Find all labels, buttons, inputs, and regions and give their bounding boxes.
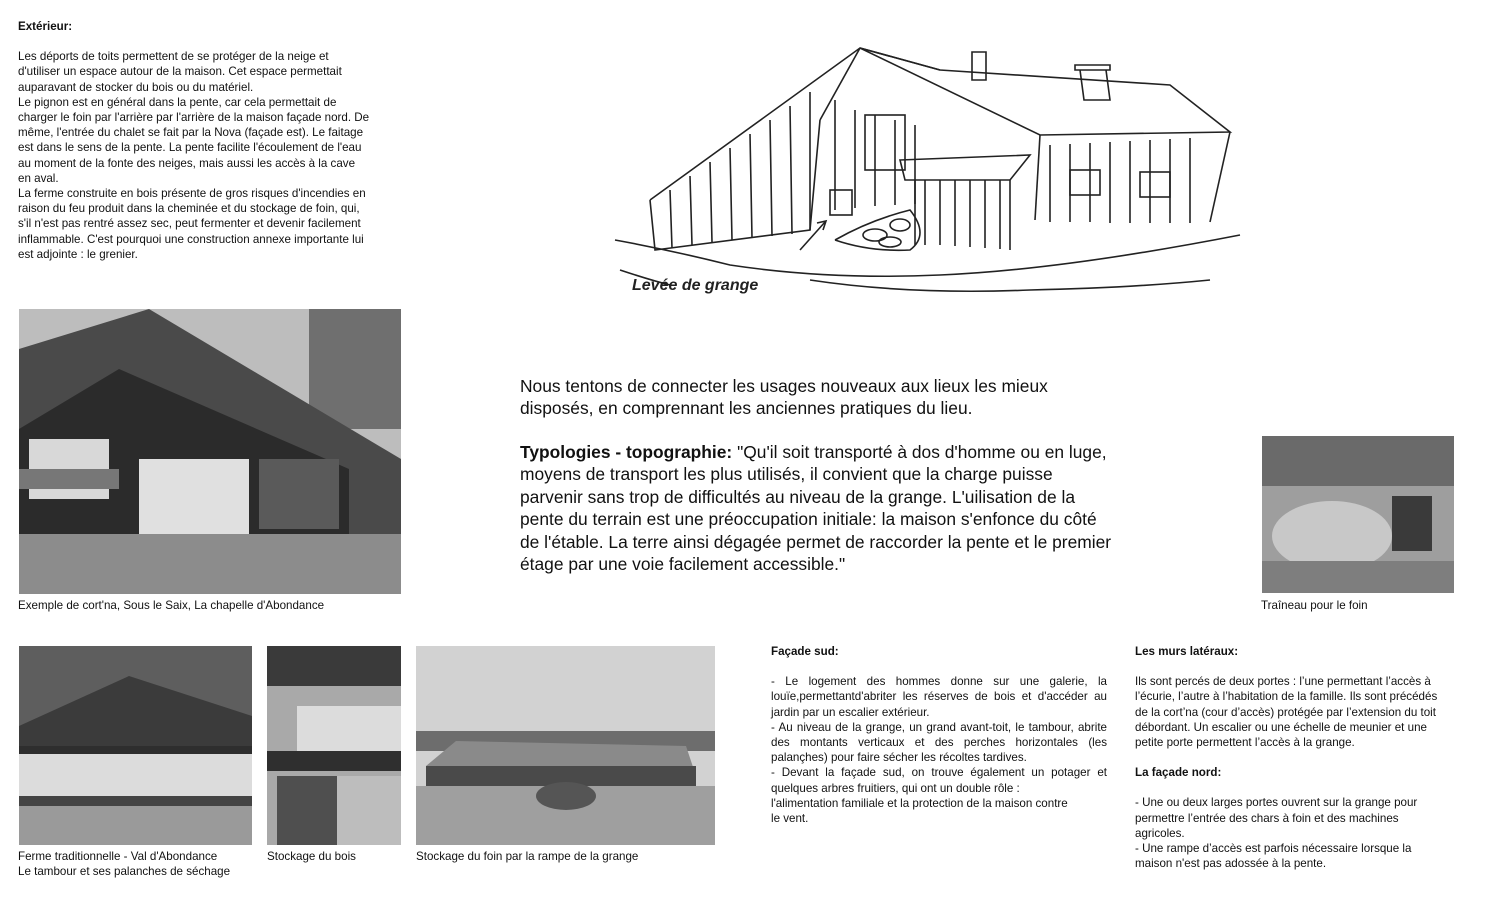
ferme-caption-line: Ferme traditionnelle - Val d'Abondance — [18, 850, 218, 863]
facade-sud-section — [771, 644, 1107, 826]
exterieur-line: inflammable. C'est pourquoi une construction annexe importante lui — [18, 232, 364, 246]
facade-sud-paragraph: - Devant la façade sud, on trouve également un potager et quelques arbres fruitiers, qui ont un double rôle : — [771, 766, 1107, 795]
cortna-photo — [19, 309, 401, 594]
facade-nord-line: permettre l’entrée des chars à foin et des machines — [1135, 811, 1399, 825]
typologies-line: de l'étable. La terre ainsi dégagée permet de raccorder la pente et le premier — [520, 531, 1112, 552]
intro-line: Nous tentons de connecter les usages nouveaux aux lieux les mieux — [520, 376, 1048, 396]
murs-lateraux-line: l’écurie, l’autre à l’habitation de la famille. Ils sont précédés — [1135, 690, 1438, 704]
bois-caption: Stockage du bois — [267, 850, 356, 863]
typologies-line: moyens de transport les plus utilisés, il convient que la charge puisse — [520, 464, 1053, 485]
bois-photo — [267, 646, 401, 845]
cortna-caption: Exemple de cort'na, Sous le Saix, La chapelle d'Abondance — [18, 599, 325, 612]
murs-lateraux-line: petite porte permettent l’accès à la grange. — [1135, 736, 1355, 750]
facade-nord-line: agricoles. — [1135, 826, 1185, 840]
exterieur-line: est dans le sens de la pente. La pente facilite l'écoulement de l'eau — [18, 141, 362, 155]
murs-lateraux-title: Les murs latéraux: — [1135, 645, 1239, 658]
exterieur-line: au moment de la fonte des neiges, mais aussi les accès à la cave — [18, 156, 356, 170]
typologies-paragraph — [520, 441, 1160, 575]
exterieur-line: en aval. — [18, 171, 59, 185]
murs-lateraux-line: débordant. Un escalier ou une échelle de meunier et une — [1135, 720, 1427, 734]
foin-caption: Stockage du foin par la rampe de la grange — [416, 850, 639, 863]
typologies-label: Typologies - topographie: — [520, 442, 733, 462]
ferme-caption — [18, 849, 230, 879]
exterieur-line: charger le foin par l'arrière par l'arrière de la maison façade nord. De — [18, 111, 370, 125]
sketch-label: Levée de grange — [632, 277, 759, 294]
typologies-line: "Qu'il soit transporté à dos d'homme ou en luge, — [732, 442, 1107, 462]
barn-sketch-drawing — [610, 40, 1250, 310]
exterieur-line: auparavant de stocker du bois ou du matériel. — [18, 80, 254, 94]
exterieur-line: raison du feu produit dans la cheminée et du stockage de foin, qui, — [18, 202, 360, 216]
murs-lateraux-line: de la cort’na (cour d’accès) protégée par l’extension du toit — [1135, 705, 1436, 719]
facade-sud-title: Façade sud: — [771, 645, 839, 658]
facade-nord-line: maison n'est pas adossée à la pente. — [1135, 857, 1327, 871]
exterieur-line: est adjointe : le grenier. — [18, 247, 138, 261]
murs-lateraux-section — [1135, 644, 1465, 871]
exterieur-line: même, l'entrée du chalet se fait par la Nova (façade est). Le faitage — [18, 126, 364, 140]
typologies-line: pente du terrain est une préoccupation initiale: la maison s'enfonce du côté — [520, 509, 1097, 530]
facade-nord-line: - Une ou deux larges portes ouvrent sur la grange pour — [1135, 796, 1418, 810]
facade-nord-line: - Une rampe d’accès est parfois nécessaire lorsque la — [1135, 842, 1412, 856]
foin-photo — [416, 646, 715, 845]
facade-sud-paragraph: - Le logement des hommes donne sur une galerie, la louïe,permettantd'abriter les réserves de bois et d'accéder au jardin par un escalier extérieur. — [771, 675, 1107, 719]
facade-sud-paragraph: - Au niveau de la grange, un grand avant-toit, le tambour, abrite des montants verticaux et des perches horizontales (les palançhes) pour faire sécher les récoltes tardives. — [771, 720, 1107, 765]
typologies-line: parvenir sans trop de difficultés au niveau de la grange. L'uilisation de la — [520, 486, 1076, 507]
facade-nord-title: La façade nord: — [1135, 766, 1222, 780]
exterieur-section — [18, 19, 408, 262]
barn-sketch — [610, 40, 1250, 310]
murs-lateraux-line: Ils sont percés de deux portes : l’une permettant l’accès à — [1135, 675, 1431, 689]
facade-sud-paragraph: l'alimentation familiale et la protection de la maison contre — [771, 796, 1068, 810]
exterieur-line: s'il n'est pas rentré assez sec, peut fermenter et devenir facilement — [18, 217, 361, 231]
exterieur-line: La ferme construite en bois présente de gros risques d'incendies en — [18, 187, 366, 201]
ferme-caption-line: Le tambour et ses palanches de séchage — [18, 865, 231, 878]
typologies-line: étage par une voie facilement accessible." — [520, 554, 846, 575]
intro-paragraph — [520, 375, 1160, 420]
facade-sud-paragraph: le vent. — [771, 812, 809, 826]
exterieur-line: Le pignon est en général dans la pente, car cela permettait de — [18, 95, 337, 109]
traineau-caption: Traîneau pour le foin — [1261, 599, 1368, 612]
traineau-photo — [1262, 436, 1454, 593]
exterieur-line: d'utiliser un espace autour de la maison. Cet espace permettait — [18, 65, 342, 79]
intro-line: disposés, en comprennant les anciennes pratiques du lieu. — [520, 398, 973, 419]
exterieur-title: Extérieur: — [18, 20, 73, 33]
ferme-photo — [19, 646, 252, 845]
exterieur-line: Les déports de toits permettent de se protéger de la neige et — [18, 50, 329, 64]
